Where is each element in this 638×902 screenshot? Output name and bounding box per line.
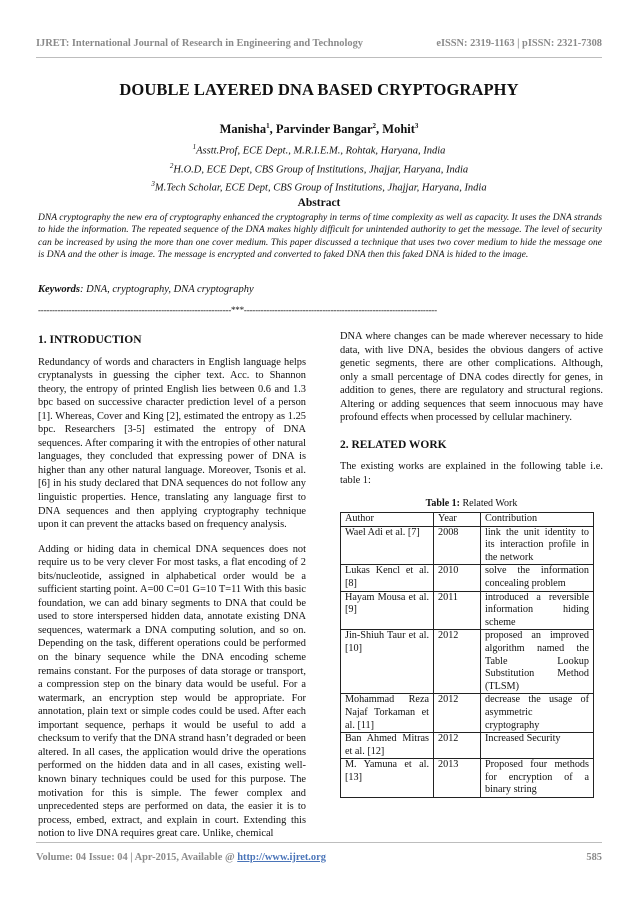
related-work-heading: 2. RELATED WORK [340,438,447,451]
author-1-sup: 1 [266,122,270,130]
table-cell-year: 2010 [434,565,481,591]
intro-paragraph-1: Redundancy of words and characters in English language helps cryptanalysts in guessing the cipher text. Acc. to Shannon theory, the entropy of printed English lies between 0.6 and 1.3 bpc based on successive character prediction level of a person [1]. Whereas, Cover and King [2], estimated the entropy as 1.25 bpc. Researchers [3-5] estimated the entropy of DNA sequences. After comparing it with the entropies of other natural languages, they concluded that expressing power of DNA is higher than any other natural language. Moreover, Tsonis et al. [6] in his study declared that DNA sequences do not follow any linguistic properties. Hence, translating any language first to DNA sequences and then applying cryptography technique upon it can prevent the attacks based on frequency analysis. [38,356,306,531]
author-sep-1: , [269,122,276,137]
table-header-contribution: Contribution [481,513,594,527]
table-cell-year: 2012 [434,694,481,733]
table-cell-year: 2012 [434,733,481,759]
table-header-year: Year [434,513,481,527]
table-row [341,565,594,591]
section-separator: ---------------------------------------------------------------------***--------------------------------------------------------------------- [38,305,437,315]
table-cell-contribution: introduced a reversible information hiding scheme [481,591,594,630]
table-cell-author: Jin-Shiuh Taur et al. [10] [341,630,434,694]
table-caption [340,497,603,511]
issn: eISSN: 2319-1163 | pISSN: 2321-7308 [436,38,602,49]
affiliations [0,140,638,196]
page-header [36,38,602,49]
table-cell-year: 2011 [434,591,481,630]
abstract-text: DNA cryptography the new era of cryptography enhanced the cryptography in terms of time complexity as well as capacity. It uses the DNA strands to hide the information. The repeated sequence of the DNA makes highly difficult for unintended authority to get the message. The level of security can be increased by using the more than one cover medium. This paper discussed a technique that uses two cover medium to hide the message one is DNA and the other is image. The message is encrypted and converted to faked DNA then this faked DNA is hided to the image. [38,213,602,260]
keywords-label: Keywords [38,284,80,295]
table-row [341,733,594,759]
journal-link[interactable]: http://www.ijret.org [237,852,326,863]
affiliation-1-sup: 1 [192,143,197,151]
related-work-table [340,512,594,798]
journal-name: IJRET: International Journal of Research in Engineering and Technology [36,38,363,49]
right-column [340,330,603,798]
intro-paragraph-2: Adding or hiding data in chemical DNA sequences does not require us to be very clever For most tasks, a flat encoding of 2 bits/nucleotide, assigned in alphabetical order would be a sufficient starting point. A=00 C=01 G=10 T=11 With this basic foundation, we can add binary segments to DNA that could be used to store interspersed hidden data, annotate existing DNA sequences, watermark a DNA computing solution, and so on. Depending on the task, different operations could be performed on the binary sequence while the DNA encoding scheme remains constant. For the purposes of data storage or transport, a compression step on the binary data would be useful. For a watermark, an encryption step would be appropriate. For annotation, plain text or simple codes could be used. After each important sequence, perhaps it would be useful to add a checksum to verify that the DNA strand hasn’t degraded or been altered. In all cases, the application would drive the operations performed on the hidden data and in all cases, existing well-known binary techniques could be used for this purpose. The motivation for this is simple. The fewer complex and unprecedented steps are performed on data, the easier it is to process, embed, extract, and explain in court. Extending this notion to live DNA requires great care. Unlike, chemical [38,543,306,840]
table-cell-year: 2012 [434,630,481,694]
affiliation-1-text: Asstt.Prof, ECE Dept., M.R.I.E.M., Rohtak, Haryana, India [196,145,446,157]
table-cell-contribution: link the unit identity to its interaction profile in the network [481,526,594,565]
table-header-author: Author [341,513,434,527]
table-cell-author: M. Yamuna et al. [13] [341,759,434,798]
table-cell-contribution: decrease the usage of asymmetric cryptography [481,694,594,733]
table-cell-contribution: Proposed four methods for encryption of a binary string [481,759,594,798]
paper-title: DOUBLE LAYERED DNA BASED CRYPTOGRAPHY [119,80,519,99]
abstract-heading: Abstract [297,197,341,209]
table-cell-author: Mohammad Reza Najaf Torkaman et al. [11] [341,694,434,733]
table-cell-contribution: proposed an improved algorithm named the Table Lookup Substitution Method (TLSM) [481,630,594,694]
author-2-sup: 2 [372,122,377,130]
table-row [341,630,594,694]
authors [0,122,638,137]
table-caption-text: Related Work [460,498,518,510]
footer-volume [36,852,326,863]
affiliation-1 [0,140,638,159]
table-cell-year: 2008 [434,526,481,565]
author-3: Mohit [382,122,415,137]
intro-heading: 1. INTRODUCTION [38,334,142,346]
table-cell-contribution: solve the information concealing problem [481,565,594,591]
table-cell-author: Ban Ahmed Mitras et al. [12] [341,733,434,759]
footer-volume-text: Volume: 04 Issue: 04 | Apr-2015, Available @ [36,852,238,863]
author-2: Parvinder Bangar [275,122,373,137]
affiliation-2 [0,159,638,178]
affiliation-2-sup: 2 [169,161,174,170]
intro-paragraph-3: DNA where changes can be made wherever necessary to hide data, with live DNA, besides the obvious dangers of active genetic segments, there are other complications. Although, only a small percentage of DNA codes directly for genes, in addition to genes, there are regulatory and structural regions. Altering or adding sequences that seem innocuous may have profound effects when processed by cellular machinery. [340,331,603,424]
table-row [341,526,594,565]
related-work-paragraph: The existing works are explained in the following table i.e. table 1: [340,461,603,486]
table-row [341,694,594,733]
table-caption-label: Table 1: [425,498,461,510]
table-row [341,759,594,798]
left-column [38,330,306,852]
page-footer [36,852,602,863]
header-rule [36,57,602,58]
affiliation-3-sup: 3 [151,180,155,188]
affiliation-3 [0,177,638,196]
author-1: Manisha [219,122,267,137]
author-sep-2: , [376,122,383,137]
keywords [38,284,254,295]
affiliation-3-text: M.Tech Scholar, ECE Dept, CBS Group of Institutions, Jhajjar, Haryana, India [154,182,487,194]
table-cell-author: Wael Adi et al. [7] [341,526,434,565]
keywords-text: : DNA, cryptography, DNA cryptography [80,284,254,295]
affiliation-2-text: H.O.D, ECE Dept, CBS Group of Institutions, Jhajjar, Haryana, India [173,164,469,175]
table-cell-author: Hayam Mousa et al. [9] [341,591,434,630]
footer-rule [36,842,602,843]
table-row [341,591,594,630]
author-3-sup: 3 [414,122,419,130]
page-number: 585 [586,852,602,863]
table-cell-author: Lukas Kencl et al. [8] [341,565,434,591]
table-cell-contribution: Increased Security [481,733,594,759]
table-header-row [341,513,594,527]
table-cell-year: 2013 [434,759,481,798]
